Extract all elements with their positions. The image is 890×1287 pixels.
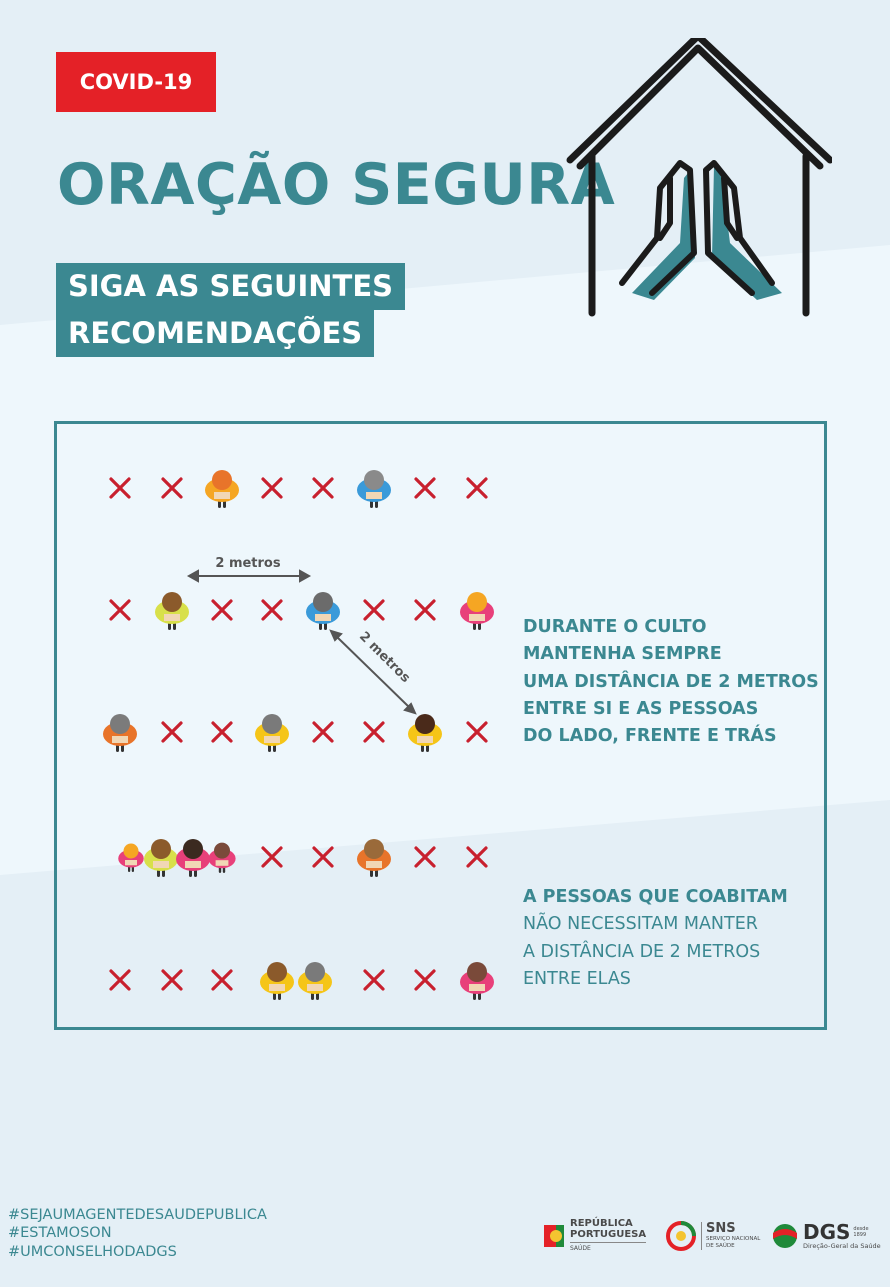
person-icon	[460, 962, 494, 1000]
cross-mark-icon	[365, 971, 383, 989]
cross-mark-icon	[163, 971, 181, 989]
cross-mark-icon	[111, 601, 129, 619]
person-icon	[255, 714, 289, 752]
cross-mark-icon	[416, 479, 434, 497]
person-icon	[208, 843, 235, 873]
person-icon	[205, 470, 239, 508]
hashtag: #SEJAUMAGENTEDESAUDEPUBLICA	[8, 1207, 267, 1223]
cross-mark-icon	[416, 601, 434, 619]
person-icon	[118, 844, 144, 873]
cross-mark-icon	[163, 723, 181, 741]
person-icon	[298, 962, 332, 1000]
cross-mark-icon	[111, 971, 129, 989]
logo-text: DE SAÚDE	[706, 1243, 735, 1249]
text-line: DURANTE O CULTO	[523, 617, 707, 637]
logo-text: 1899	[853, 1232, 867, 1238]
logo-text: desde	[853, 1226, 869, 1232]
cross-mark-icon	[263, 848, 281, 866]
person-icon	[103, 714, 137, 752]
logo-text: SNS	[706, 1221, 736, 1236]
subtitle-line-2: RECOMENDAÇÕES	[56, 310, 374, 357]
sns-logo	[666, 1218, 760, 1254]
logo-text: Direção-Geral da Saúde	[803, 1242, 881, 1250]
text-line: UMA DISTÂNCIA DE 2 METROS	[523, 671, 819, 692]
person-icon	[460, 592, 494, 630]
cross-mark-icon	[416, 971, 434, 989]
logo-text: SAÚDE	[570, 1242, 646, 1254]
cross-mark-icon	[416, 848, 434, 866]
text-line-bold: A PESSOAS QUE COABITAM	[523, 887, 788, 907]
page-title: ORAÇÃO SEGURA	[57, 152, 616, 218]
person-icon	[144, 839, 178, 877]
person-icon	[155, 592, 189, 630]
sns-emblem-icon	[666, 1221, 696, 1251]
person-icon	[176, 839, 210, 877]
horizontal-distance-arrow	[189, 571, 309, 581]
cross-mark-icon	[468, 723, 486, 741]
person-icon	[260, 962, 294, 1000]
cross-mark-icon	[365, 601, 383, 619]
logo-text: DGS	[803, 1220, 851, 1244]
cross-mark-icon	[263, 479, 281, 497]
hashtags	[8, 1206, 267, 1261]
text-line: A DISTÂNCIA DE 2 METROS	[523, 941, 761, 962]
republica-portuguesa-logo	[542, 1218, 646, 1254]
text-block-distance	[523, 614, 819, 750]
cross-mark-icon	[111, 479, 129, 497]
cross-mark-icon	[468, 479, 486, 497]
person-icon	[357, 839, 391, 877]
text-line: ENTRE ELAS	[523, 968, 631, 989]
cross-mark-icon	[213, 971, 231, 989]
text-block-cohabit	[523, 884, 788, 993]
cross-mark-icon	[314, 479, 332, 497]
cross-mark-icon	[163, 479, 181, 497]
horizontal-distance-label: 2 metros	[215, 556, 281, 571]
republica-emblem-icon	[542, 1221, 566, 1251]
person-icon	[306, 592, 340, 630]
cross-mark-icon	[213, 723, 231, 741]
hashtag: #ESTAMOSON	[8, 1225, 112, 1242]
text-line: ENTRE SI E AS PESSOAS	[523, 698, 759, 719]
diagonal-distance-label: 2 metros	[356, 629, 413, 686]
logo-text: PORTUGUESA	[570, 1229, 647, 1240]
cross-mark-icon	[314, 848, 332, 866]
text-line: MANTENHA SEMPRE	[523, 644, 722, 665]
cross-mark-icon	[365, 723, 383, 741]
covid-badge: COVID-19	[56, 52, 216, 112]
text-line: DO LADO, FRENTE E TRÁS	[523, 726, 777, 747]
person-icon	[357, 470, 391, 508]
person-icon	[408, 714, 442, 752]
subtitle-line-1: SIGA AS SEGUINTES	[56, 263, 405, 310]
dgs-logo	[770, 1218, 881, 1254]
hashtag: #UMCONSELHODADGS	[8, 1243, 177, 1260]
logo-text: SERVIÇO NACIONAL	[706, 1236, 761, 1242]
dgs-emblem-icon	[770, 1221, 800, 1251]
cross-mark-icon	[213, 601, 231, 619]
text-line: NÃO NECESSITAM MANTER	[523, 914, 758, 935]
cross-mark-icon	[314, 723, 332, 741]
cross-mark-icon	[468, 848, 486, 866]
logo-text: REPÚBLICA	[570, 1218, 633, 1229]
cross-mark-icon	[263, 601, 281, 619]
